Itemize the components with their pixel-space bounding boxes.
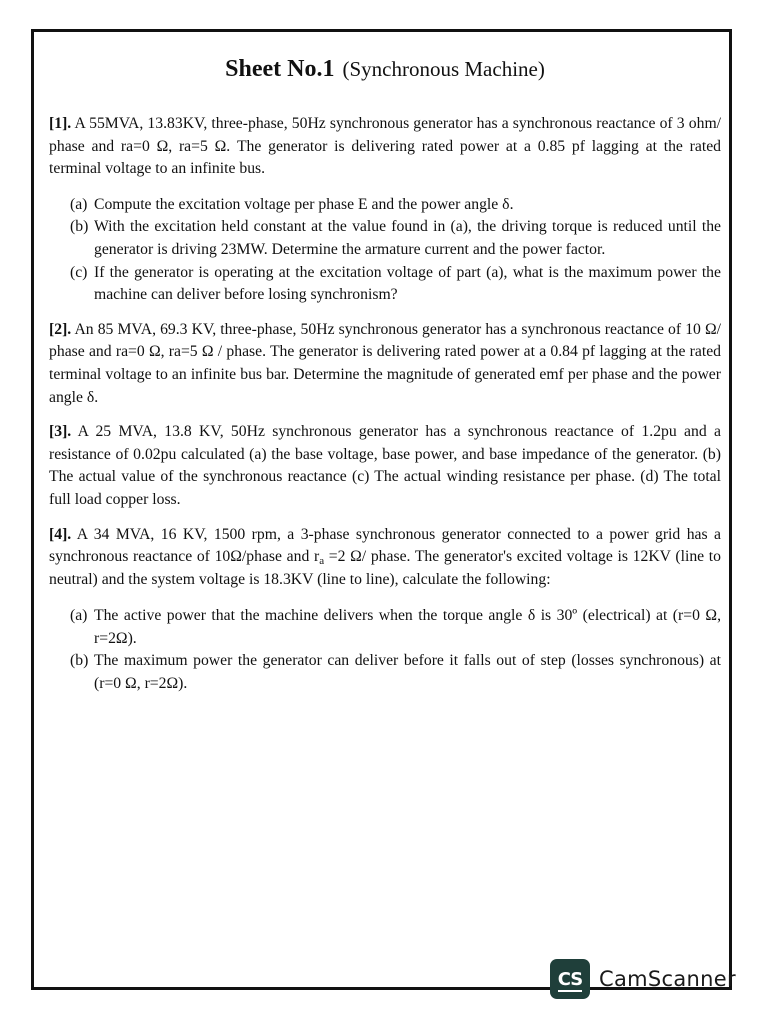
problem-1 [49, 113, 721, 181]
camscanner-logo-icon: CS [550, 959, 590, 999]
sheet-border [31, 29, 732, 990]
subscript-a: a [319, 555, 325, 568]
sheet-content [49, 47, 721, 708]
problem-text: A 55MVA, 13.83KV, three-phase, 50Hz synchronous generator has a synchronous reactance of 3 ohm/ phase and ra=0 Ω, ra=5 Ω. The generator is delivering rated power at a 0.85 pf lagging at the rated terminal voltage to an infinite bus. [49, 115, 722, 178]
part-text: If the generator is operating at the excitation voltage of part (a), what is the maximum power the machine can deliver before losing synchronism? [94, 263, 721, 304]
part-label: (a) [70, 195, 88, 213]
part-item [49, 605, 721, 650]
page-title [49, 47, 721, 87]
title-subtitle: (Synchronous Machine) [342, 57, 545, 81]
problem-text: An 85 MVA, 69.3 KV, three-phase, 50Hz synchronous generator has a synchronous reactance of 10 Ω/ phase and ra=0 Ω, ra=5 Ω / phase. The generator is delivering rated power at a 0.84 pf lagging at the rated terminal voltage to an infinite bus bar. Determine the magnitude of generated emf per phase and the power angle δ. [49, 320, 721, 406]
part-item [49, 262, 721, 307]
part-item [49, 216, 721, 261]
problem-4 [49, 524, 721, 592]
part-text: The active power that the machine delivers when the torque angle δ is 30º (electrical) at (r=0 Ω, r=2Ω). [94, 607, 721, 647]
part-item [49, 194, 721, 217]
problem-number: [4]. [49, 525, 72, 543]
part-label: (c) [70, 263, 88, 281]
camscanner-text: CamScanner [599, 967, 736, 991]
problem-number: [3]. [49, 423, 72, 441]
problem-number: [1]. [49, 115, 72, 132]
title-bold: Sheet No.1 [225, 56, 335, 82]
part-item [49, 650, 721, 695]
camscanner-watermark [550, 958, 736, 1000]
part-text: With the excitation held constant at the value found in (a), the driving torque is reduced until the generator is driving 23MW. Determine the armature current and the power factor. [94, 218, 721, 258]
problem-text-before: A 34 MVA, 16 KV, 1500 rpm, a 3-phase synchronous generator connected to a power grid has a synchronous reactance of 10Ω/phase and r [49, 525, 722, 566]
problem-2 [49, 319, 721, 409]
problem-1-parts [49, 194, 721, 307]
part-text: Compute the excitation voltage per phase E and the power angle δ. [94, 195, 514, 213]
problem-number: [2]. [49, 320, 72, 338]
part-label: (b) [70, 652, 89, 670]
problem-text: A 25 MVA, 13.8 KV, 50Hz synchronous generator has a synchronous reactance of 1.2pu and a resistance of 0.02pu calculated (a) the base voltage, base power, and base impedance of the generator. (b) The actual value of the synchronous reactance (c) The actual winding resistance per phase. (d) The total full load copper loss. [49, 423, 721, 508]
part-label: (a) [70, 607, 88, 625]
part-label: (b) [70, 218, 89, 236]
problem-4-parts [49, 605, 721, 695]
problem-3 [49, 421, 721, 511]
part-text: The maximum power the generator can deliver before it falls out of step (losses synchronous) at (r=0 Ω, r=2Ω). [94, 652, 721, 693]
problem-text-after: =2 Ω/ phase. The generator's excited voltage is 12KV (line to neutral) and the system voltage is 18.3KV (line to line), calculate the following: [49, 548, 721, 588]
